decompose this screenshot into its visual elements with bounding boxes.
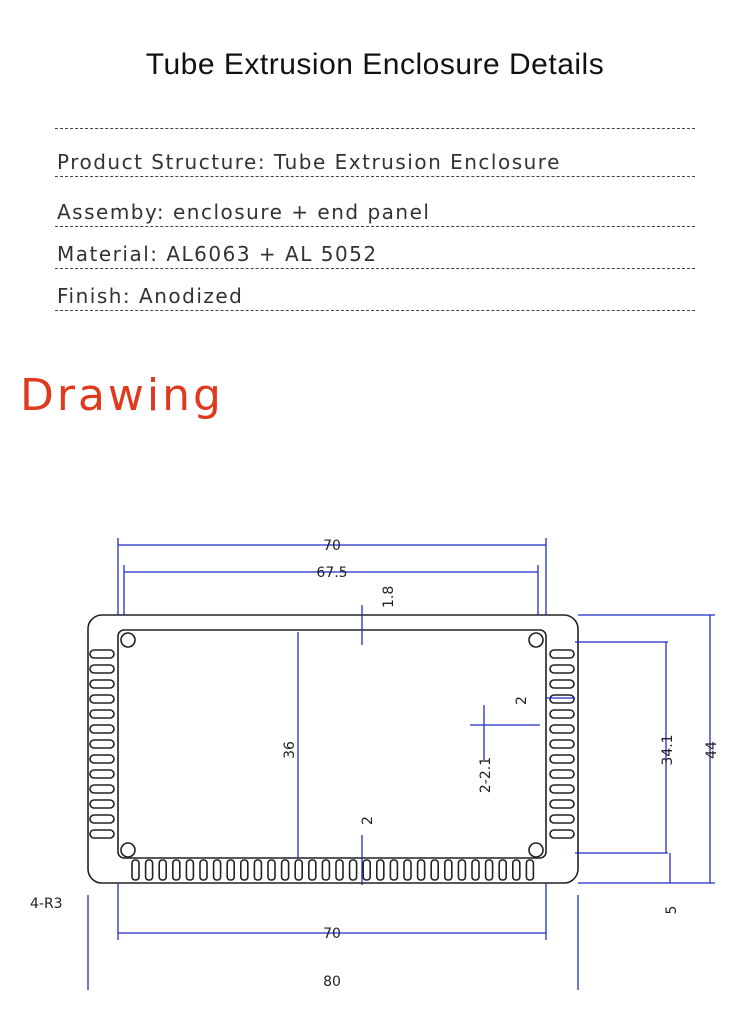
bottom-fin [295, 860, 302, 880]
dim-44-label: 44 [704, 741, 720, 759]
corner-boss-br [529, 843, 543, 857]
bottom-fins [132, 860, 533, 880]
bottom-fin [390, 860, 397, 880]
bottom-fin [214, 860, 221, 880]
dim-4-r3-label: 4-R3 [30, 896, 63, 912]
right-fin [550, 830, 574, 838]
dim-bottom-2-label: 2 [360, 816, 376, 825]
dim-fin-gap-label: 2 [514, 696, 530, 705]
right-fin [550, 800, 574, 808]
dim-67-5-label: 67.5 [316, 565, 348, 581]
inner-cavity [118, 630, 546, 858]
left-fin [90, 740, 114, 748]
right-fin [550, 785, 574, 793]
left-fin [90, 770, 114, 778]
corner-boss-tr [529, 633, 543, 647]
bottom-fin [350, 860, 357, 880]
right-fin [550, 755, 574, 763]
bottom-fin [418, 860, 425, 880]
technical-drawing [0, 520, 750, 990]
left-fin [90, 785, 114, 793]
left-fins [90, 650, 114, 838]
dim-80-label: 80 [323, 974, 341, 990]
bottom-fin [486, 860, 493, 880]
right-fin [550, 665, 574, 673]
left-fin [90, 695, 114, 703]
bottom-fin [499, 860, 506, 880]
overall-width-mask [140, 975, 560, 990]
left-fin [90, 755, 114, 763]
spec-finish-text: Finish: Anodized [57, 284, 244, 308]
right-fins [550, 650, 574, 838]
bottom-fin [200, 860, 207, 880]
spec-row-structure [55, 129, 695, 177]
dim-1-8-label: 1.8 [381, 585, 397, 608]
drawing-heading: Drawing [20, 370, 224, 421]
right-fin [550, 740, 574, 748]
left-fin [90, 815, 114, 823]
dim-70-bottom-label: 70 [323, 926, 341, 942]
spec-row-assembly [55, 177, 695, 227]
spec-structure-text: Product Structure: Tube Extrusion Enclosure [57, 150, 561, 174]
bottom-fin [363, 860, 370, 880]
left-fin [90, 665, 114, 673]
spec-row-material [55, 227, 695, 269]
bottom-fin [254, 860, 261, 880]
left-fin [90, 680, 114, 688]
right-fin [550, 815, 574, 823]
page-title: Tube Extrusion Enclosure Details [145, 48, 605, 81]
bottom-fin [241, 860, 248, 880]
right-fin [550, 710, 574, 718]
left-fin [90, 725, 114, 733]
bottom-fin [159, 860, 166, 880]
spec-assembly-text: Assemby: enclosure + end panel [57, 200, 431, 224]
bottom-fin [526, 860, 533, 880]
right-fin [550, 695, 574, 703]
right-fin [550, 725, 574, 733]
bottom-fin [146, 860, 153, 880]
dim-5-label: 5 [664, 905, 680, 915]
left-fin [90, 830, 114, 838]
spec-row-finish [55, 269, 695, 311]
dim-2-2-1-label: 2-2.1 [478, 756, 494, 794]
bottom-fin [445, 860, 452, 880]
bottom-fin [377, 860, 384, 880]
right-fin [550, 650, 574, 658]
bottom-fin [268, 860, 275, 880]
corner-boss-bl [121, 843, 135, 857]
bottom-fin [472, 860, 479, 880]
dim-36-label: 36 [282, 741, 298, 759]
right-fin [550, 770, 574, 778]
bottom-fin [404, 860, 411, 880]
bottom-fin [186, 860, 193, 880]
bottom-fin [458, 860, 465, 880]
bottom-fin [309, 860, 316, 880]
corner-boss-tl [121, 633, 135, 647]
dim-70-top-label: 70 [323, 538, 341, 554]
bottom-fin [282, 860, 289, 880]
bottom-fin [173, 860, 180, 880]
left-fin [90, 710, 114, 718]
bottom-fin [132, 860, 139, 880]
bottom-fin [336, 860, 343, 880]
dim-34-1-label: 34.1 [660, 734, 676, 766]
enclosure-profile [88, 615, 578, 883]
spec-material-text: Material: AL6063 + AL 5052 [57, 242, 378, 266]
outer-outline [88, 615, 578, 883]
left-fin [90, 650, 114, 658]
bottom-fin [227, 860, 234, 880]
bottom-fin [513, 860, 520, 880]
bottom-fin [431, 860, 438, 880]
bottom-fin [322, 860, 329, 880]
right-fin [550, 680, 574, 688]
dimension-lines [88, 538, 715, 990]
left-fin [90, 800, 114, 808]
spec-list [55, 128, 695, 311]
